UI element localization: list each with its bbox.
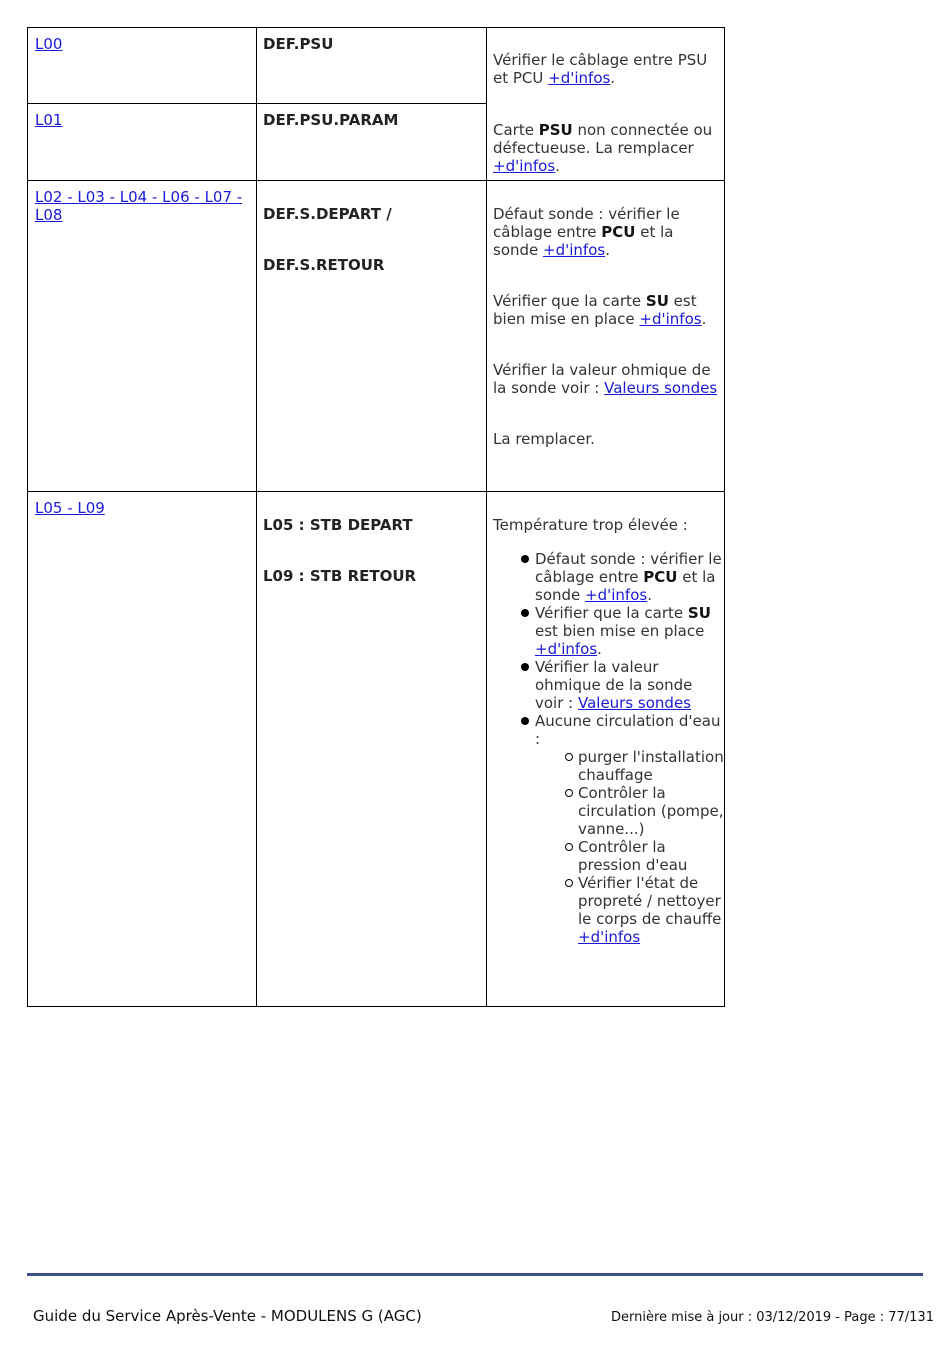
more-info-link[interactable]: +d'infos [493,157,556,175]
fault-label: DEF.S.RETOUR [263,256,385,274]
more-info-link[interactable]: +d'infos [543,241,606,259]
footer-divider [27,1273,923,1276]
list-item: Aucune circulation d'eau : purger l'installation chauffage Contrôler la circulation (pompe, vanne...) Contrôler la pression d'eau Vérifier l'état de propreté / nettoyer le corps de chauffe +d'infos [493,712,725,946]
fault-label: DEF.PSU.PARAM [263,111,399,129]
fault-description: Température trop élevée : [493,516,688,534]
fault-link-l02-l08[interactable]: L02 - L03 - L04 - L06 - L07 - L08 [35,188,243,224]
sub-list-item: purger l'installation chauffage [535,748,725,784]
fault-label: L05 : STB DEPART [263,516,413,534]
more-info-link[interactable]: +d'infos [535,640,598,658]
fault-description: Carte PSU non connectée ou défectueuse. La remplacer +d'infos. [493,121,713,175]
row-divider [27,180,725,181]
fault-description: Vérifier que la carte SU est bien mise en place +d'infos. [493,292,707,328]
fault-label: DEF.S.DEPART / [263,205,392,223]
more-info-link[interactable]: +d'infos [548,69,611,87]
sub-checklist [535,748,725,946]
sub-list-item: Contrôler la pression d'eau [535,838,725,874]
footer-page-info: Dernière mise à jour : 03/12/2019 - Page : 77/131 [611,1310,934,1325]
list-item: Défaut sonde : vérifier le câblage entre PCU et la sonde +d'infos. [493,550,725,604]
footer-title: Guide du Service Après-Vente - MODULENS G (AGC) [33,1307,422,1325]
fault-link-l01[interactable]: L01 [35,111,63,129]
more-info-link[interactable]: +d'infos [585,586,648,604]
fault-description: Vérifier la valeur ohmique de la sonde voir : Valeurs sondes [493,361,718,397]
probe-values-link[interactable]: Valeurs sondes [577,694,691,712]
row-divider [27,103,486,104]
list-item: Vérifier que la carte SU est bien mise en place +d'infos. [493,604,725,658]
column-divider [486,27,487,1007]
more-info-link[interactable]: +d'infos [639,310,702,328]
row-divider [27,491,725,492]
fault-label: DEF.PSU [263,35,334,53]
fault-description: Défaut sonde : vérifier le câblage entre PCU et la sonde +d'infos. [493,205,680,259]
fault-description: La remplacer. [493,430,595,448]
fault-link-l00[interactable]: L00 [35,35,63,53]
sub-list-item: Vérifier l'état de propreté / nettoyer le corps de chauffe +d'infos [535,874,725,946]
fault-link-l05-l09[interactable]: L05 - L09 [35,499,105,517]
fault-label: L09 : STB RETOUR [263,567,417,585]
more-info-link[interactable]: +d'infos [578,928,641,946]
fault-description: Vérifier le câblage entre PSU et PCU +d'infos. [493,51,708,87]
probe-values-link[interactable]: Valeurs sondes [604,379,718,397]
sub-list-item: Contrôler la circulation (pompe, vanne...) [535,784,725,838]
checklist [493,550,725,946]
column-divider [256,27,257,1007]
list-item: Vérifier la valeur ohmique de la sonde voir : Valeurs sondes [493,658,725,712]
